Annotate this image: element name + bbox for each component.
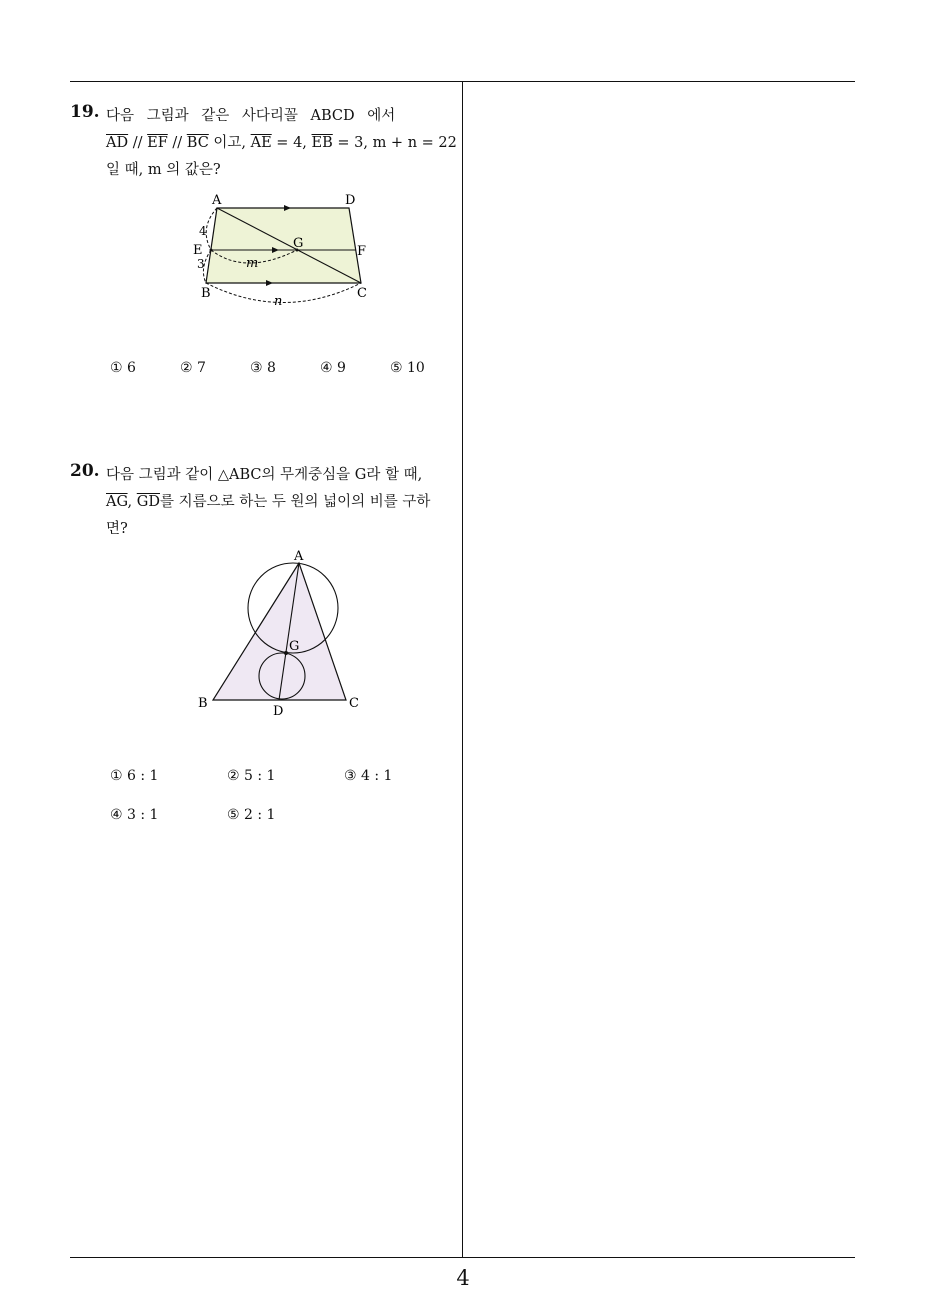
segment-label: $\overline{AD}$ [106,135,129,151]
trapezoid-figure [185,186,385,310]
answer-choice[interactable]: ④ 9 [320,360,346,376]
answer-choice[interactable]: ② 5 : 1 [227,768,276,784]
answer-choice[interactable]: ④ 3 : 1 [110,807,159,823]
label-f: F [357,244,367,259]
problem-20 [70,461,456,551]
answer-choice[interactable]: ① 6 [110,360,136,376]
label-b: B [201,286,211,301]
label-eb-length: 3 [197,257,205,271]
label-e: E [193,243,203,258]
segment-label: $\overline{AE}$ [250,135,272,151]
text-run: , [127,494,137,510]
parallel-sign: // [167,135,187,151]
label-c: C [357,286,367,301]
label-c: C [349,696,359,711]
label-n: n [274,294,283,309]
segment-label: $\overline{GD}$ [136,494,160,510]
text-run: = 4, [271,135,312,151]
answer-choice[interactable]: ③ 4 : 1 [344,768,393,784]
text-run: = 3, m + n = 22 [332,135,457,151]
point-g [284,651,288,655]
problem-text-line: 다음 그림과 같이 △ABC의 무게중심을 G라 할 때, [106,467,423,483]
label-m: m [246,256,259,271]
segment-label: $\overline{AG}$ [106,494,128,510]
segment-label: $\overline{EB}$ [311,135,333,151]
problem-number: 19. [70,102,100,122]
label-ae-length: 4 [199,224,207,238]
label-g: G [289,639,300,654]
label-g: G [293,236,304,251]
bottom-rule [70,1257,855,1258]
arc-n [206,283,361,303]
answer-choice[interactable]: ③ 8 [250,360,276,376]
label-a: A [212,193,222,208]
point-e [210,249,213,252]
problem-number: 20. [70,461,100,481]
label-b: B [198,696,208,711]
label-a: A [294,549,304,564]
label-d: D [273,704,284,719]
text-run: 이고, [208,135,251,151]
answer-choice[interactable]: ① 6 : 1 [110,768,159,784]
problem-text-line [106,490,430,511]
column-divider [462,81,463,1258]
trapezoid-shape [206,208,361,283]
answer-choice[interactable]: ② 7 [180,360,206,376]
triangle-abc [213,563,346,700]
text-run: 를 지름으로 하는 두 원의 넓이의 비를 구하 [159,494,431,510]
problem-text-line: 다음 그림과 같은 사다리꼴 ABCD 에서 [106,108,396,124]
triangle-figure [190,546,370,722]
problem-text-line [106,131,457,152]
problem-text-line: 면? [106,521,128,537]
parallel-sign: // [128,135,148,151]
segment-label: $\overline{BC}$ [186,135,209,151]
label-d: D [345,193,356,208]
answer-choice[interactable]: ⑤ 10 [390,360,425,376]
segment-label: $\overline{EF}$ [147,135,168,151]
page-number: 4 [456,1266,470,1290]
problem-text-line: 일 때, m 의 값은? [106,162,221,178]
answer-choice[interactable]: ⑤ 2 : 1 [227,807,276,823]
